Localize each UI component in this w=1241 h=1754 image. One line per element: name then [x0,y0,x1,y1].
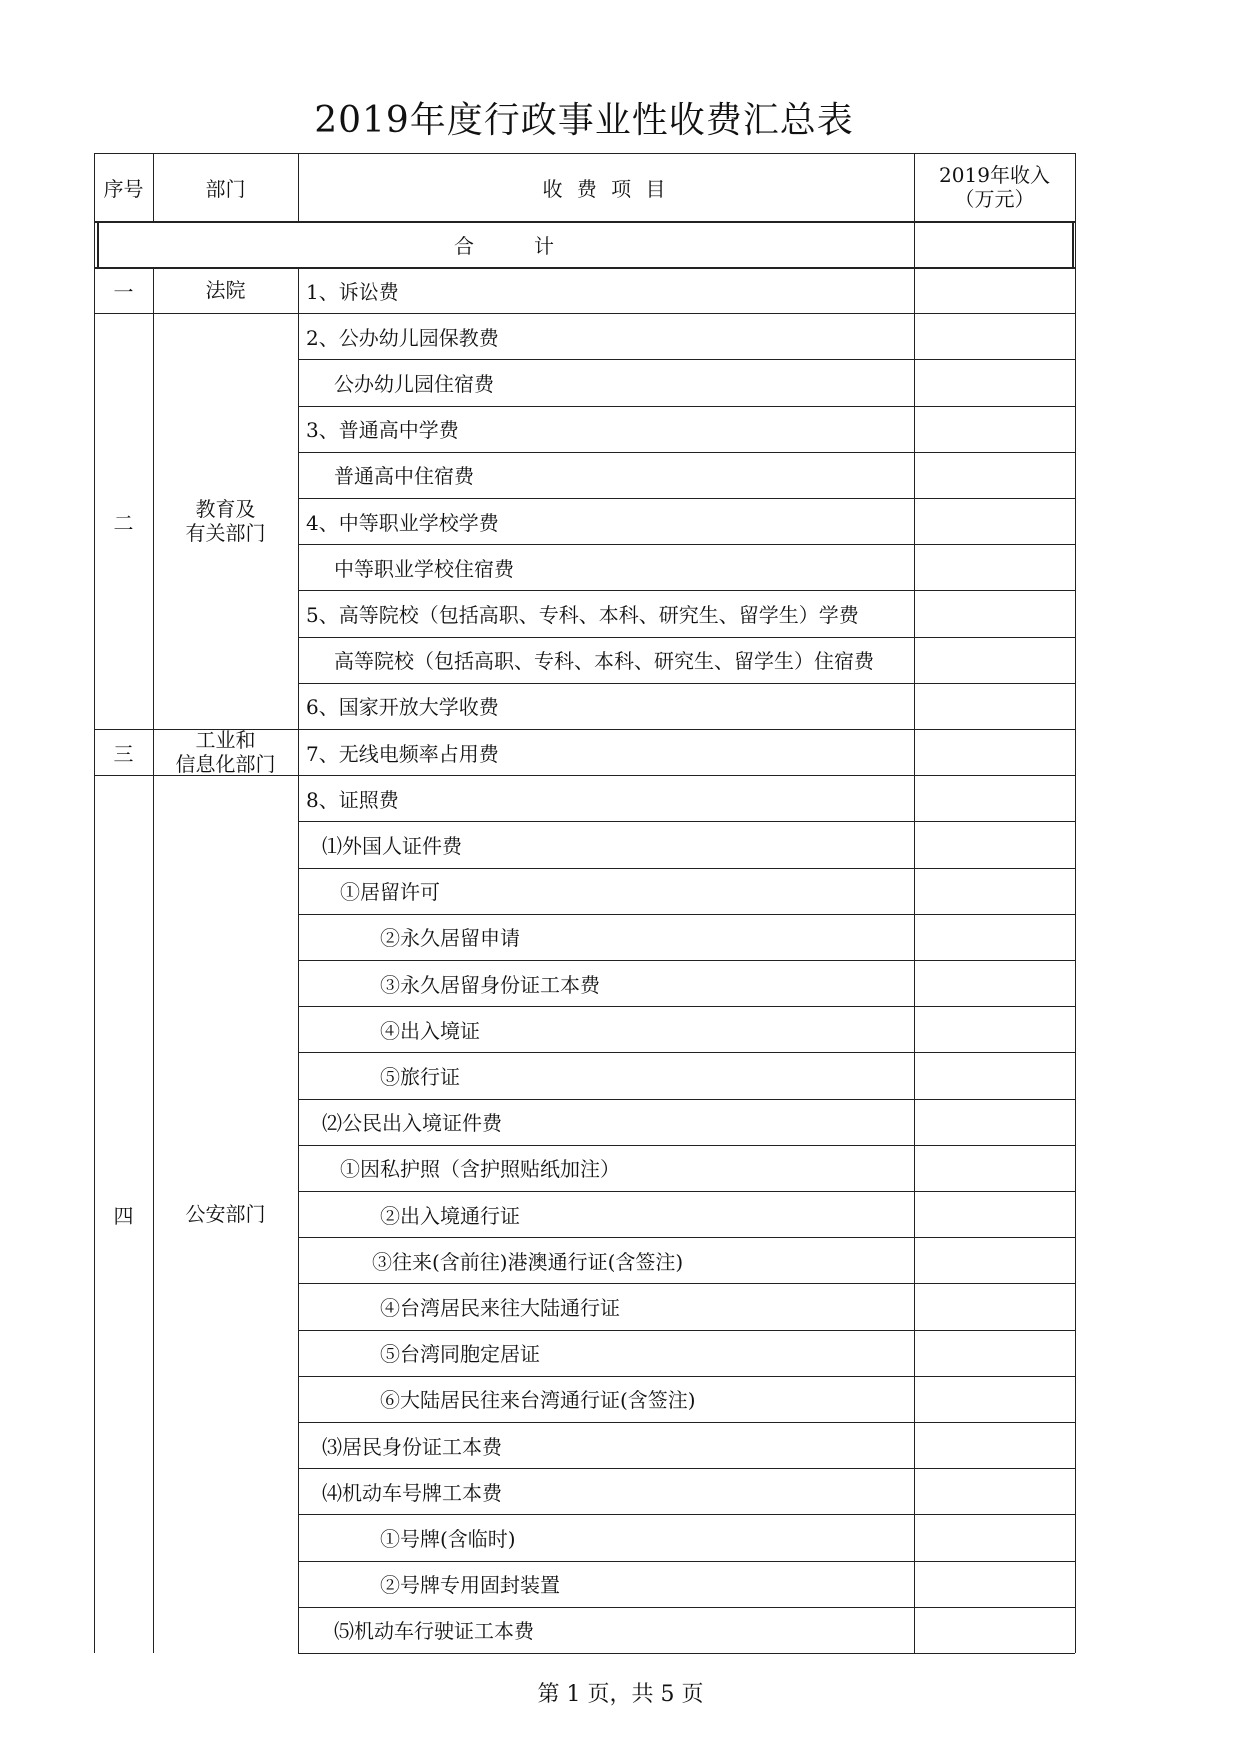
group-dept-cell [153,729,298,775]
fee-item-cell: ③往来(含前往)港澳通行证(含签注) [372,1249,684,1274]
grid-line [298,1607,1075,1608]
grid-line [94,313,298,314]
grid-line [298,452,1075,453]
dept-name-line: 教育及 [195,497,256,522]
income-value-cell [914,1376,1075,1422]
fee-item-cell: 公办幼儿园住宿费 [334,371,494,396]
fee-item-cell: 4、中等职业学校学费 [306,510,499,535]
fee-item-cell: ③永久居留身份证工本费 [380,972,600,997]
grid-line [298,1099,1075,1100]
grid-line [94,729,298,730]
grid-line [298,498,1075,499]
grid-line [94,153,95,267]
income-value-cell [914,1468,1075,1514]
fee-item-cell: ④台湾居民来往大陆通行证 [380,1295,620,1320]
fee-item-cell: 8、证照费 [306,787,399,812]
grid-line [298,1283,1075,1284]
income-value-cell [914,683,1075,729]
grid-line [298,1330,1075,1331]
grid-line [298,1376,1075,1377]
income-value-cell [914,1191,1075,1237]
grid-line [914,267,915,1653]
income-value-cell [914,868,1075,914]
income-value-cell [914,406,1075,452]
dept-name-line: 公安部门 [185,1202,266,1227]
grid-line [298,914,1075,915]
group-dept-cell [153,267,298,313]
fee-item-cell: ⑤台湾同胞定居证 [380,1342,540,1367]
grid-line [298,267,299,1653]
grid-line [298,821,1075,822]
fee-item-cell: 1、诉讼费 [306,279,399,304]
fee-item-cell: 7、无线电频率占用费 [306,741,499,766]
grid-line [298,406,1075,407]
dept-name-line: 信息化部门 [175,752,276,777]
grid-line [298,960,1075,961]
group-seq-cell: 三 [113,741,134,766]
income-value-cell [914,359,1075,405]
fee-item-cell: ②号牌专用固封装置 [380,1573,560,1598]
grid-line [298,544,1075,545]
fee-item-cell: 高等院校（包括高职、专科、本科、研究生、留学生）住宿费 [334,649,874,674]
grid-line [94,267,95,1653]
grid-line [298,1514,1075,1515]
grid-line [153,153,154,221]
dept-name-line: 法院 [205,278,246,303]
grid-line [298,729,1075,730]
income-value-cell [914,498,1075,544]
grid-line [298,1422,1075,1423]
grid-line [1075,267,1076,1653]
header-income-line1: 2019年收入 [939,163,1050,187]
grid-line [94,775,298,776]
grid-line [298,1191,1075,1192]
fee-item-cell: ⑴外国人证件费 [322,833,462,858]
grid-line [1072,221,1074,267]
grid-line [914,153,915,267]
grid-line [298,637,1075,638]
total-row-value [914,221,1075,267]
dept-name-line: 工业和 [195,728,256,753]
header-income [914,153,1075,221]
income-value-cell [914,1514,1075,1560]
grid-line [298,359,1075,360]
grid-line [298,1468,1075,1469]
income-value-cell [914,1145,1075,1191]
fee-item-cell: 5、高等院校（包括高职、专科、本科、研究生、留学生）学费 [306,602,859,627]
income-value-cell [914,1052,1075,1098]
fee-item-cell: ①居留许可 [340,880,440,905]
header-income-line2: （万元） [954,187,1035,211]
grid-line [298,683,1075,684]
income-value-cell [914,1006,1075,1052]
grid-line [298,153,299,221]
grid-line [298,1006,1075,1007]
group-seq-cell: 二 [113,510,134,535]
header-dept: 部门 [205,176,246,201]
grid-line [298,313,1075,314]
fee-item-cell: ①号牌(含临时) [380,1526,516,1551]
grid-line [298,868,1075,869]
income-value-cell [914,1330,1075,1376]
grid-line [298,1653,1075,1654]
grid-line [298,1561,1075,1562]
income-value-cell [914,267,1075,313]
income-value-cell [914,1283,1075,1329]
fee-item-cell: 2、公办幼儿园保教费 [306,325,499,350]
grid-line [94,267,1075,269]
fee-item-cell: ⑵公民出入境证件费 [322,1111,502,1136]
header-seq: 序号 [103,176,144,201]
income-value-cell [914,914,1075,960]
fee-item-cell: 中等职业学校住宿费 [334,556,514,581]
fee-item-cell: ⑷机动车号牌工本费 [322,1480,502,1505]
income-value-cell [914,590,1075,636]
group-seq-cell: 四 [113,1203,134,1228]
header-item: 收 费 项 目 [542,176,670,201]
income-value-cell [914,960,1075,1006]
fee-item-cell: 6、国家开放大学收费 [306,695,499,720]
income-value-cell [914,1237,1075,1283]
fee-summary-table [94,153,1075,1653]
fee-item-cell: 3、普通高中学费 [306,418,459,443]
group-dept-cell [153,313,298,729]
fee-item-cell: ⑥大陆居民往来台湾通行证(含签注) [380,1388,696,1413]
group-dept-cell [153,775,298,1653]
fee-item-cell: ⑤旅行证 [380,1064,460,1089]
grid-line [298,775,1075,776]
page-title: 2019年度行政事业性收费汇总表 [314,100,854,141]
grid-line [94,221,1075,223]
dept-name-line: 有关部门 [185,521,266,546]
fee-item-cell: ②永久居留申请 [380,926,520,951]
grid-line [298,1052,1075,1053]
income-value-cell [914,1099,1075,1145]
income-value-cell [914,821,1075,867]
group-seq-cell: 一 [113,279,134,304]
page-footer: 第 1 页，共 5 页 [537,1682,704,1707]
income-value-cell [914,775,1075,821]
fee-item-cell: ⑶居民身份证工本费 [322,1434,502,1459]
grid-line [298,590,1075,591]
total-row-label: 合 计 [454,233,554,258]
income-value-cell [914,452,1075,498]
grid-line [298,1237,1075,1238]
income-value-cell [914,729,1075,775]
income-value-cell [914,637,1075,683]
income-value-cell [914,1561,1075,1607]
grid-line [153,267,154,1653]
fee-item-cell: ④出入境证 [380,1018,480,1043]
fee-item-cell: ①因私护照（含护照贴纸加注） [340,1157,620,1182]
income-value-cell [914,1422,1075,1468]
grid-line [1075,153,1076,267]
grid-line [97,221,99,267]
grid-line [94,153,1075,154]
income-value-cell [914,313,1075,359]
income-value-cell [914,544,1075,590]
fee-item-cell: ⑸机动车行驶证工本费 [334,1619,534,1644]
income-value-cell [914,1607,1075,1653]
fee-item-cell: ②出入境通行证 [380,1203,520,1228]
grid-line [298,1145,1075,1146]
fee-item-cell: 普通高中住宿费 [334,464,474,489]
